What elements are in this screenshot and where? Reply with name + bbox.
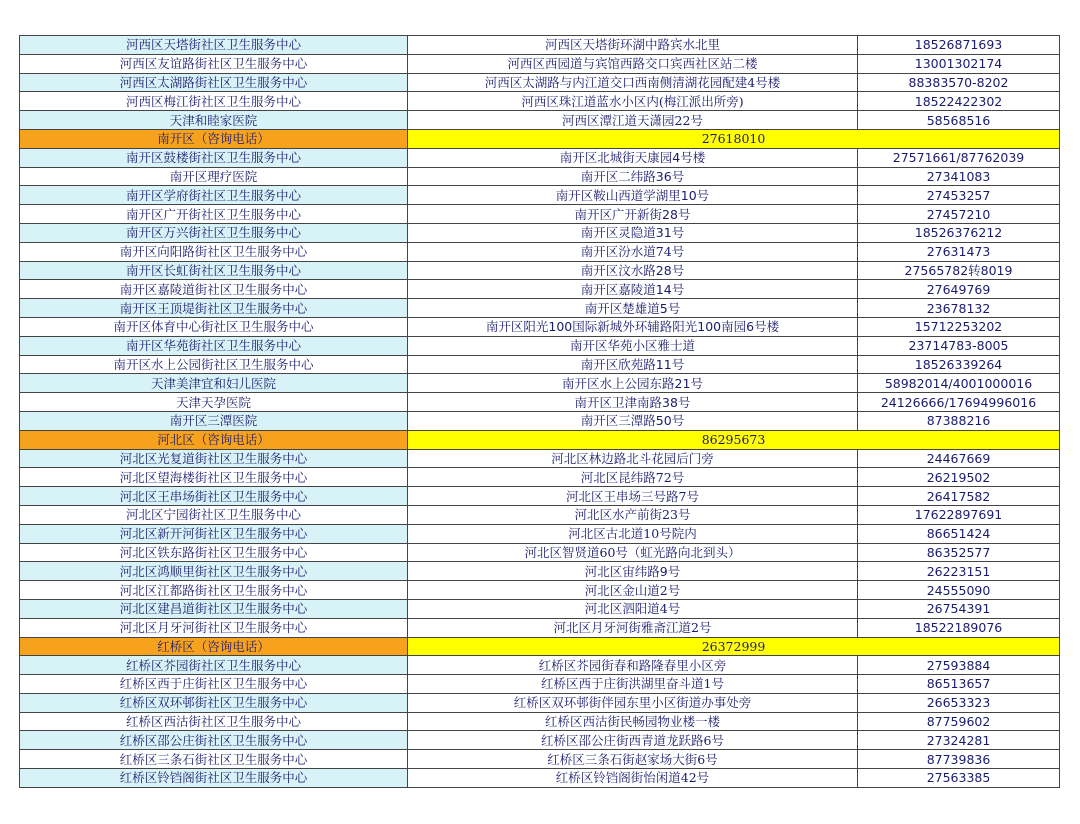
clinic-address: 南开区嘉陵道14号 <box>408 280 858 299</box>
clinic-name: 河北区新开河街社区卫生服务中心 <box>20 524 408 543</box>
clinic-name: 南开区长虹街社区卫生服务中心 <box>20 261 408 280</box>
table-row <box>20 73 1060 92</box>
district-header-row <box>20 129 1060 148</box>
clinic-phone: 27631473 <box>858 242 1060 261</box>
clinic-name: 红桥区双环邨街社区卫生服务中心 <box>20 693 408 712</box>
table-row <box>20 468 1060 487</box>
clinic-address: 河西区太湖路与内江道交口西南侧清湖花园配建4号楼 <box>408 73 858 92</box>
clinic-phone: 87759602 <box>858 712 1060 731</box>
table-row <box>20 317 1060 336</box>
clinic-phone: 26754391 <box>858 599 1060 618</box>
clinic-phone: 86513657 <box>858 675 1060 694</box>
clinic-address: 河北区水产前街23号 <box>408 505 858 524</box>
clinic-address: 河北区月牙河街雅斋江道2号 <box>408 618 858 637</box>
clinic-phone: 13001302174 <box>858 54 1060 73</box>
table-row <box>20 261 1060 280</box>
clinic-name: 南开区水上公园街社区卫生服务中心 <box>20 355 408 374</box>
clinic-name: 红桥区西于庄街社区卫生服务中心 <box>20 675 408 694</box>
table-row <box>20 205 1060 224</box>
clinic-phone: 24126666/17694996016 <box>858 393 1060 412</box>
clinic-address: 红桥区双环邨街伴园东里小区街道办事处旁 <box>408 693 858 712</box>
clinic-phone: 24467669 <box>858 449 1060 468</box>
table-row <box>20 280 1060 299</box>
clinic-phone: 26223151 <box>858 562 1060 581</box>
table-row <box>20 355 1060 374</box>
table-row <box>20 581 1060 600</box>
clinic-address: 红桥区西于庄街洪湖里奋斗道1号 <box>408 675 858 694</box>
clinic-address: 南开区水上公园东路21号 <box>408 374 858 393</box>
clinic-address: 河西区天塔街环湖中路宾水北里 <box>408 36 858 55</box>
clinic-address: 河西区珠江道蓝水小区内(梅江派出所旁) <box>408 92 858 111</box>
clinic-name: 河北区宁园街社区卫生服务中心 <box>20 505 408 524</box>
table-row <box>20 769 1060 788</box>
clinic-name: 河北区望海楼街社区卫生服务中心 <box>20 468 408 487</box>
clinic-address: 南开区卫津南路38号 <box>408 393 858 412</box>
clinic-phone: 27593884 <box>858 656 1060 675</box>
table-row <box>20 656 1060 675</box>
clinic-name: 河北区月牙河街社区卫生服务中心 <box>20 618 408 637</box>
clinic-name: 河西区梅江街社区卫生服务中心 <box>20 92 408 111</box>
clinic-phone: 17622897691 <box>858 505 1060 524</box>
district-name: 红桥区（咨询电话） <box>20 637 408 656</box>
clinic-name: 天津天孕医院 <box>20 393 408 412</box>
clinic-name: 河北区建昌道街社区卫生服务中心 <box>20 599 408 618</box>
clinic-address: 河西区西园道与宾馆西路交口宾西社区站二楼 <box>408 54 858 73</box>
clinic-phone: 86352577 <box>858 543 1060 562</box>
clinic-phone: 18522189076 <box>858 618 1060 637</box>
district-header-row <box>20 637 1060 656</box>
clinic-address: 红桥区邵公庄街西青道龙跃路6号 <box>408 731 858 750</box>
clinic-name: 南开区三潭医院 <box>20 411 408 430</box>
district-hotline: 86295673 <box>408 430 1060 449</box>
clinic-name: 红桥区三条石街社区卫生服务中心 <box>20 750 408 769</box>
clinic-table <box>19 35 1060 788</box>
clinic-name: 河西区太湖路街社区卫生服务中心 <box>20 73 408 92</box>
clinic-name: 红桥区铃铛阁街社区卫生服务中心 <box>20 769 408 788</box>
table-row <box>20 449 1060 468</box>
table-row <box>20 675 1060 694</box>
clinic-address: 河北区古北道10号院内 <box>408 524 858 543</box>
clinic-address: 南开区灵隐道31号 <box>408 223 858 242</box>
clinic-address: 河北区王串场三号路7号 <box>408 487 858 506</box>
table-row <box>20 223 1060 242</box>
clinic-phone: 26219502 <box>858 468 1060 487</box>
clinic-address: 南开区汾水道74号 <box>408 242 858 261</box>
clinic-address: 河西区潭江道天潇园22号 <box>408 111 858 130</box>
clinic-address: 红桥区芥园街春和路隆春里小区旁 <box>408 656 858 675</box>
clinic-name: 南开区体育中心街社区卫生服务中心 <box>20 317 408 336</box>
clinic-address: 河北区昆纬路72号 <box>408 468 858 487</box>
clinic-phone: 26653323 <box>858 693 1060 712</box>
table-row <box>20 336 1060 355</box>
table-row <box>20 54 1060 73</box>
clinic-name: 河西区友谊路街社区卫生服务中心 <box>20 54 408 73</box>
table-row <box>20 731 1060 750</box>
table-row <box>20 750 1060 769</box>
table-row <box>20 186 1060 205</box>
district-hotline: 27618010 <box>408 129 1060 148</box>
table-row <box>20 487 1060 506</box>
clinic-name: 南开区广开街社区卫生服务中心 <box>20 205 408 224</box>
table-row <box>20 92 1060 111</box>
district-header-row <box>20 430 1060 449</box>
clinic-address: 河北区智贤道60号（虹光路向北到头） <box>408 543 858 562</box>
clinic-phone: 23714783-8005 <box>858 336 1060 355</box>
table-row <box>20 242 1060 261</box>
clinic-phone: 27649769 <box>858 280 1060 299</box>
clinic-address: 南开区三潭路50号 <box>408 411 858 430</box>
table-row <box>20 148 1060 167</box>
clinic-name: 河西区天塔街社区卫生服务中心 <box>20 36 408 55</box>
clinic-address: 河北区林边路北斗花园后门旁 <box>408 449 858 468</box>
clinic-phone: 15712253202 <box>858 317 1060 336</box>
table-row <box>20 167 1060 186</box>
clinic-phone: 18522422302 <box>858 92 1060 111</box>
clinic-phone: 26417582 <box>858 487 1060 506</box>
clinic-name: 河北区王串场街社区卫生服务中心 <box>20 487 408 506</box>
clinic-address: 红桥区三条石街赵家场大街6号 <box>408 750 858 769</box>
table-row <box>20 618 1060 637</box>
table-row <box>20 374 1060 393</box>
clinic-address: 河北区泗阳道4号 <box>408 599 858 618</box>
clinic-address: 南开区鞍山西道学湖里10号 <box>408 186 858 205</box>
table-row <box>20 693 1060 712</box>
clinic-name: 南开区学府街社区卫生服务中心 <box>20 186 408 205</box>
table-row <box>20 299 1060 318</box>
clinic-phone: 86651424 <box>858 524 1060 543</box>
clinic-phone: 27563385 <box>858 769 1060 788</box>
clinic-table-body <box>20 36 1060 788</box>
clinic-address: 南开区楚雄道5号 <box>408 299 858 318</box>
clinic-phone: 18526871693 <box>858 36 1060 55</box>
clinic-phone: 27324281 <box>858 731 1060 750</box>
clinic-address: 南开区二纬路36号 <box>408 167 858 186</box>
clinic-address: 红桥区西沽街民畅园物业楼一楼 <box>408 712 858 731</box>
table-row <box>20 111 1060 130</box>
clinic-address: 河北区宙纬路9号 <box>408 562 858 581</box>
clinic-phone: 23678132 <box>858 299 1060 318</box>
table-row <box>20 411 1060 430</box>
district-name: 南开区（咨询电话） <box>20 129 408 148</box>
clinic-phone: 87388216 <box>858 411 1060 430</box>
clinic-phone: 87739836 <box>858 750 1060 769</box>
table-row <box>20 712 1060 731</box>
clinic-phone: 24555090 <box>858 581 1060 600</box>
table-row <box>20 524 1060 543</box>
clinic-address: 河北区金山道2号 <box>408 581 858 600</box>
clinic-phone: 27453257 <box>858 186 1060 205</box>
clinic-address: 南开区欣苑路11号 <box>408 355 858 374</box>
clinic-address: 南开区汶水路28号 <box>408 261 858 280</box>
clinic-phone: 18526376212 <box>858 223 1060 242</box>
clinic-name: 红桥区西沽街社区卫生服务中心 <box>20 712 408 731</box>
table-row <box>20 562 1060 581</box>
clinic-name: 南开区华苑街社区卫生服务中心 <box>20 336 408 355</box>
table-row <box>20 393 1060 412</box>
clinic-address: 南开区华苑小区雅士道 <box>408 336 858 355</box>
clinic-name: 河北区鸿顺里街社区卫生服务中心 <box>20 562 408 581</box>
table-row <box>20 36 1060 55</box>
clinic-name: 河北区光复道街社区卫生服务中心 <box>20 449 408 468</box>
clinic-name: 南开区鼓楼街社区卫生服务中心 <box>20 148 408 167</box>
clinic-name: 南开区嘉陵道街社区卫生服务中心 <box>20 280 408 299</box>
clinic-name: 南开区理疗医院 <box>20 167 408 186</box>
clinic-name: 红桥区芥园街社区卫生服务中心 <box>20 656 408 675</box>
clinic-name: 南开区万兴街社区卫生服务中心 <box>20 223 408 242</box>
clinic-name: 天津和睦家医院 <box>20 111 408 130</box>
clinic-phone: 27341083 <box>858 167 1060 186</box>
district-hotline: 26372999 <box>408 637 1060 656</box>
clinic-name: 南开区王顶堤街社区卫生服务中心 <box>20 299 408 318</box>
clinic-phone: 27457210 <box>858 205 1060 224</box>
clinic-name: 河北区铁东路街社区卫生服务中心 <box>20 543 408 562</box>
clinic-name: 红桥区邵公庄街社区卫生服务中心 <box>20 731 408 750</box>
table-row <box>20 599 1060 618</box>
clinic-phone: 27571661/87762039 <box>858 148 1060 167</box>
clinic-phone: 18526339264 <box>858 355 1060 374</box>
district-name: 河北区（咨询电话） <box>20 430 408 449</box>
clinic-phone: 27565782转8019 <box>858 261 1060 280</box>
clinic-name: 天津美津宜和妇儿医院 <box>20 374 408 393</box>
clinic-phone: 58568516 <box>858 111 1060 130</box>
clinic-name: 南开区向阳路街社区卫生服务中心 <box>20 242 408 261</box>
table-row <box>20 505 1060 524</box>
clinic-phone: 58982014/4001000016 <box>858 374 1060 393</box>
clinic-address: 红桥区铃铛阁街怡闲道42号 <box>408 769 858 788</box>
clinic-address: 南开区阳光100国际新城外环辅路阳光100南园6号楼 <box>408 317 858 336</box>
clinic-address: 南开区广开新街28号 <box>408 205 858 224</box>
clinic-phone: 88383570-8202 <box>858 73 1060 92</box>
clinic-name: 河北区江都路街社区卫生服务中心 <box>20 581 408 600</box>
table-row <box>20 543 1060 562</box>
clinic-address: 南开区北城街天康园4号楼 <box>408 148 858 167</box>
